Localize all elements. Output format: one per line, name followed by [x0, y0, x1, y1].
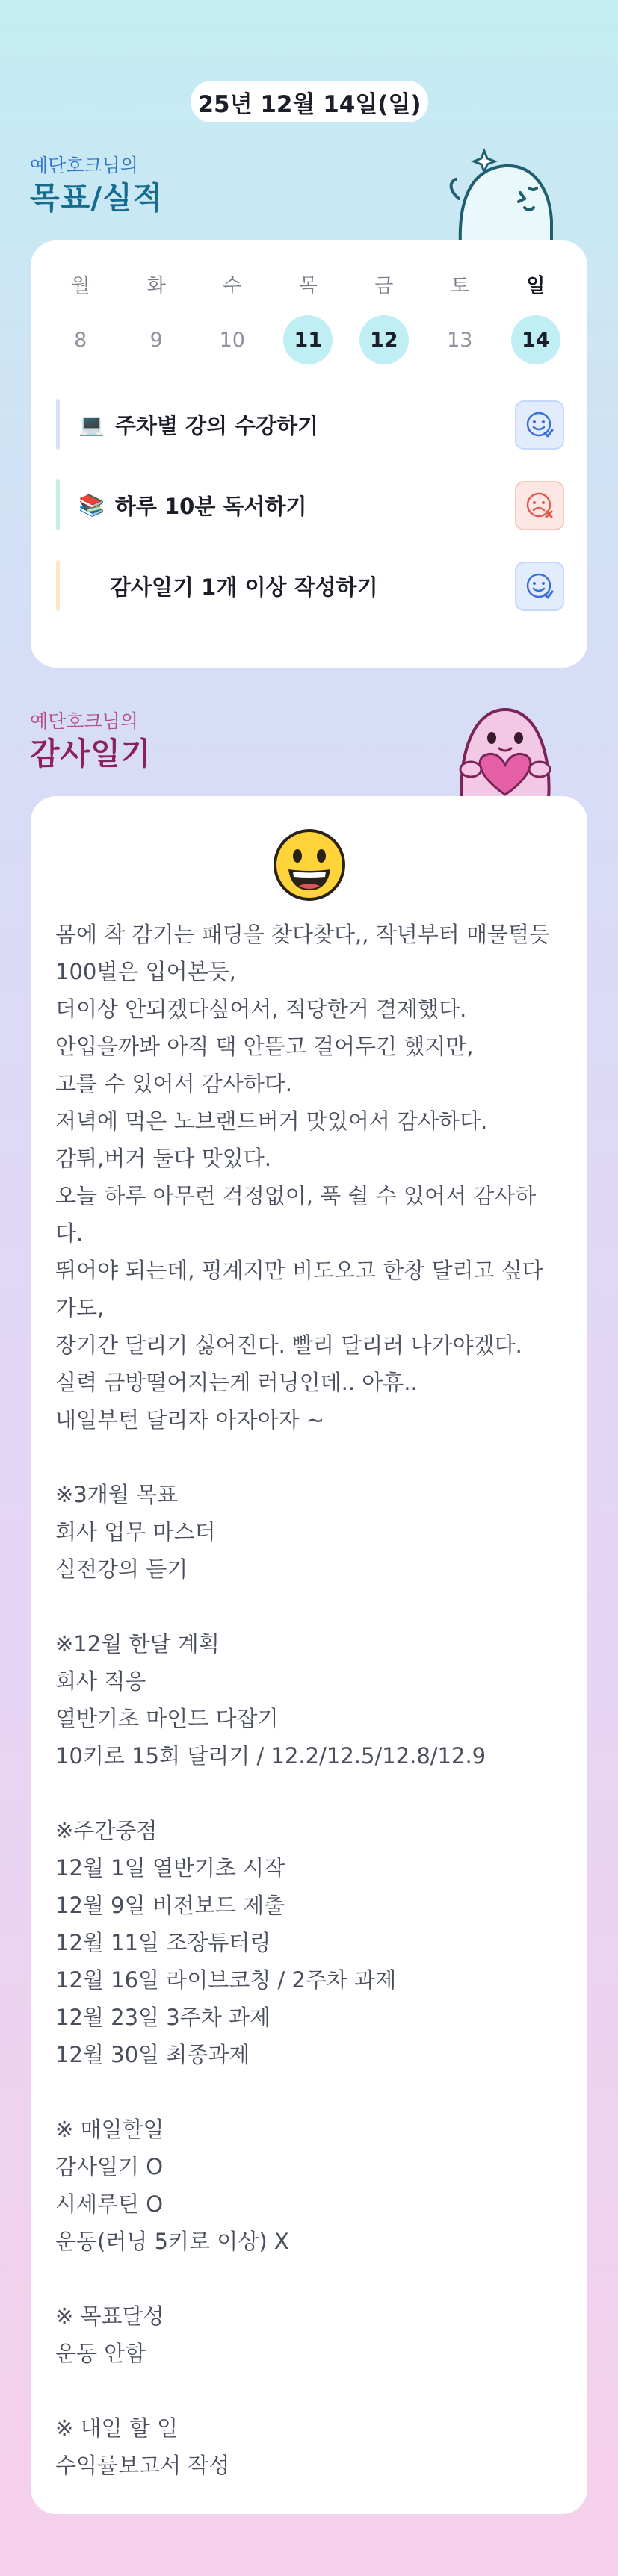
diary-line: 감튀,버거 둘다 맛있다. — [55, 1146, 271, 1171]
weekday-label: 목 — [298, 274, 318, 297]
ghost-sparkle-mascot-icon — [445, 146, 557, 243]
diary-body — [55, 916, 571, 2484]
diary-line: 12월 1일 열반기초 시작 — [55, 1855, 285, 1881]
goals-card — [31, 240, 587, 668]
goal-emoji-icon: 💻 — [78, 412, 105, 437]
diary-line: 열반기초 마인드 다잡기 — [55, 1706, 279, 1731]
diary-section-title: 감사일기 — [30, 736, 152, 772]
diary-line: 12월 9일 비전보드 제출 — [55, 1893, 285, 1918]
weekday-label: 금 — [374, 274, 394, 297]
diary-line: 시세루틴 O — [55, 2191, 164, 2217]
diary-line: 저녁에 먹은 노브랜드버거 맛있어서 감사하다. — [55, 1108, 488, 1134]
diary-line: 회사 업무 마스터 — [55, 1519, 216, 1545]
diary-line: ※3개월 목표 — [55, 1482, 179, 1507]
diary-line: 장기간 달리기 싫어진다. 빨리 달리러 나가야겠다. — [55, 1332, 522, 1358]
week-calendar — [31, 263, 587, 364]
date-number: 12 — [359, 315, 409, 364]
diary-line: 다. — [55, 1220, 84, 1246]
diary-line: ※ 목표달성 — [55, 2303, 164, 2329]
date-cell[interactable] — [498, 315, 574, 364]
diary-line: 회사 적응 — [55, 1669, 146, 1694]
diary-line: 오늘 하루 아무런 걱정없이, 푹 쉴 수 있어서 감사하 — [55, 1183, 537, 1208]
diary-line: 12월 11일 조장튜터링 — [55, 1930, 271, 1955]
weekday-label: 화 — [146, 274, 166, 297]
date-cell[interactable] — [119, 315, 195, 364]
happy-face-icon[interactable] — [515, 400, 564, 450]
diary-line: 100벌은 입어본듯, — [55, 959, 236, 984]
date-number: 8 — [74, 328, 87, 352]
diary-line: 12월 16일 라이브코칭 / 2주차 과제 — [55, 1967, 397, 1993]
diary-line: 실력 금방떨어지는게 러닝인데.. 아휴.. — [55, 1370, 418, 1395]
goal-label: 주차별 강의 수강하기 — [114, 412, 319, 438]
sad-face-icon[interactable] — [515, 481, 564, 530]
diary-line: 내일부턴 달리자 아자아자 ~ — [55, 1407, 325, 1433]
goal-text — [78, 490, 307, 521]
goal-label: 하루 10분 독서하기 — [114, 493, 307, 519]
blank-line — [55, 1775, 571, 1812]
goal-item[interactable] — [56, 399, 564, 450]
date-cell[interactable] — [194, 315, 271, 364]
diary-line: 더이상 안되겠다싶어서, 적당한거 결제했다. — [55, 996, 467, 1022]
date-pill[interactable] — [191, 81, 428, 122]
date-number: 10 — [219, 328, 245, 352]
weekday-label: 수 — [223, 274, 242, 297]
weekday-row — [43, 263, 587, 305]
diary-line: 실전강의 듣기 — [55, 1557, 188, 1582]
weekday-label: 일 — [526, 274, 546, 297]
diary-line: 운동(러닝 5키로 이상) X — [55, 2229, 289, 2254]
date-cell[interactable] — [271, 315, 347, 364]
diary-line: 몸에 착 감기는 패딩을 찾다찾다,, 작년부터 매물털듯 — [55, 922, 551, 947]
blank-line — [55, 1588, 571, 1625]
goal-item[interactable] — [56, 560, 564, 611]
diary-line: ※ 매일할일 — [55, 2117, 164, 2142]
blank-line — [55, 1438, 571, 1476]
diary-line: ※ 내일 할 일 — [55, 2415, 179, 2441]
ghost-heart-mascot-icon — [445, 705, 565, 798]
date-row — [43, 315, 587, 364]
goal-text — [78, 571, 378, 601]
diary-line: 감사일기 O — [55, 2154, 164, 2179]
diary-line: 뛰어야 되는데, 핑계지만 비도오고 한창 달리고 싶다 — [55, 1258, 543, 1283]
goal-color-bar — [56, 560, 60, 611]
blank-line — [55, 2372, 571, 2409]
date-cell[interactable] — [346, 315, 422, 364]
weekday-label: 토 — [450, 274, 469, 297]
diary-line: 10키로 15회 달리기 / 12.2/12.5/12.8/12.9 — [55, 1743, 486, 1769]
happy-face-icon[interactable] — [515, 562, 564, 611]
goal-label: 감사일기 1개 이상 작성하기 — [110, 574, 378, 600]
goal-list — [56, 399, 564, 641]
diary-line: 12월 30일 최종과제 — [55, 2042, 250, 2067]
goals-section-title: 목표/실적 — [30, 180, 164, 216]
grinning-face-icon — [272, 828, 347, 902]
diary-line: 수익률보고서 작성 — [55, 2453, 230, 2478]
date-label: 25년 12월 14일(일) — [197, 90, 421, 118]
date-number: 11 — [283, 315, 333, 364]
diary-line: 고를 수 있어서 감사하다. — [55, 1071, 293, 1096]
diary-line: 가도, — [55, 1295, 105, 1320]
goal-emoji-icon: 📚 — [78, 492, 105, 518]
goal-item[interactable] — [56, 479, 564, 530]
diary-line: ※주간중점 — [55, 1818, 158, 1843]
blank-line — [55, 2073, 571, 2111]
date-cell[interactable] — [422, 315, 498, 364]
diary-line: 안입을까봐 아직 택 안뜯고 걸어두긴 했지만, — [55, 1034, 474, 1059]
date-number: 13 — [447, 328, 473, 352]
diary-card — [31, 796, 587, 2514]
blank-line — [55, 2260, 571, 2297]
weekday-label: 월 — [71, 274, 90, 297]
goal-color-bar — [56, 399, 60, 450]
diary-line: 12월 23일 3주차 과제 — [55, 2005, 271, 2030]
goals-section-subtitle: 예단호크님의 — [30, 155, 138, 176]
date-number: 14 — [511, 315, 560, 364]
date-number: 9 — [149, 328, 163, 352]
date-cell[interactable] — [43, 315, 119, 364]
goal-text — [78, 409, 318, 440]
diary-line: 운동 안함 — [55, 2341, 146, 2366]
diary-line: ※12월 한달 계획 — [55, 1631, 220, 1657]
diary-section-subtitle: 예단호크님의 — [30, 710, 138, 732]
goal-color-bar — [56, 479, 60, 530]
